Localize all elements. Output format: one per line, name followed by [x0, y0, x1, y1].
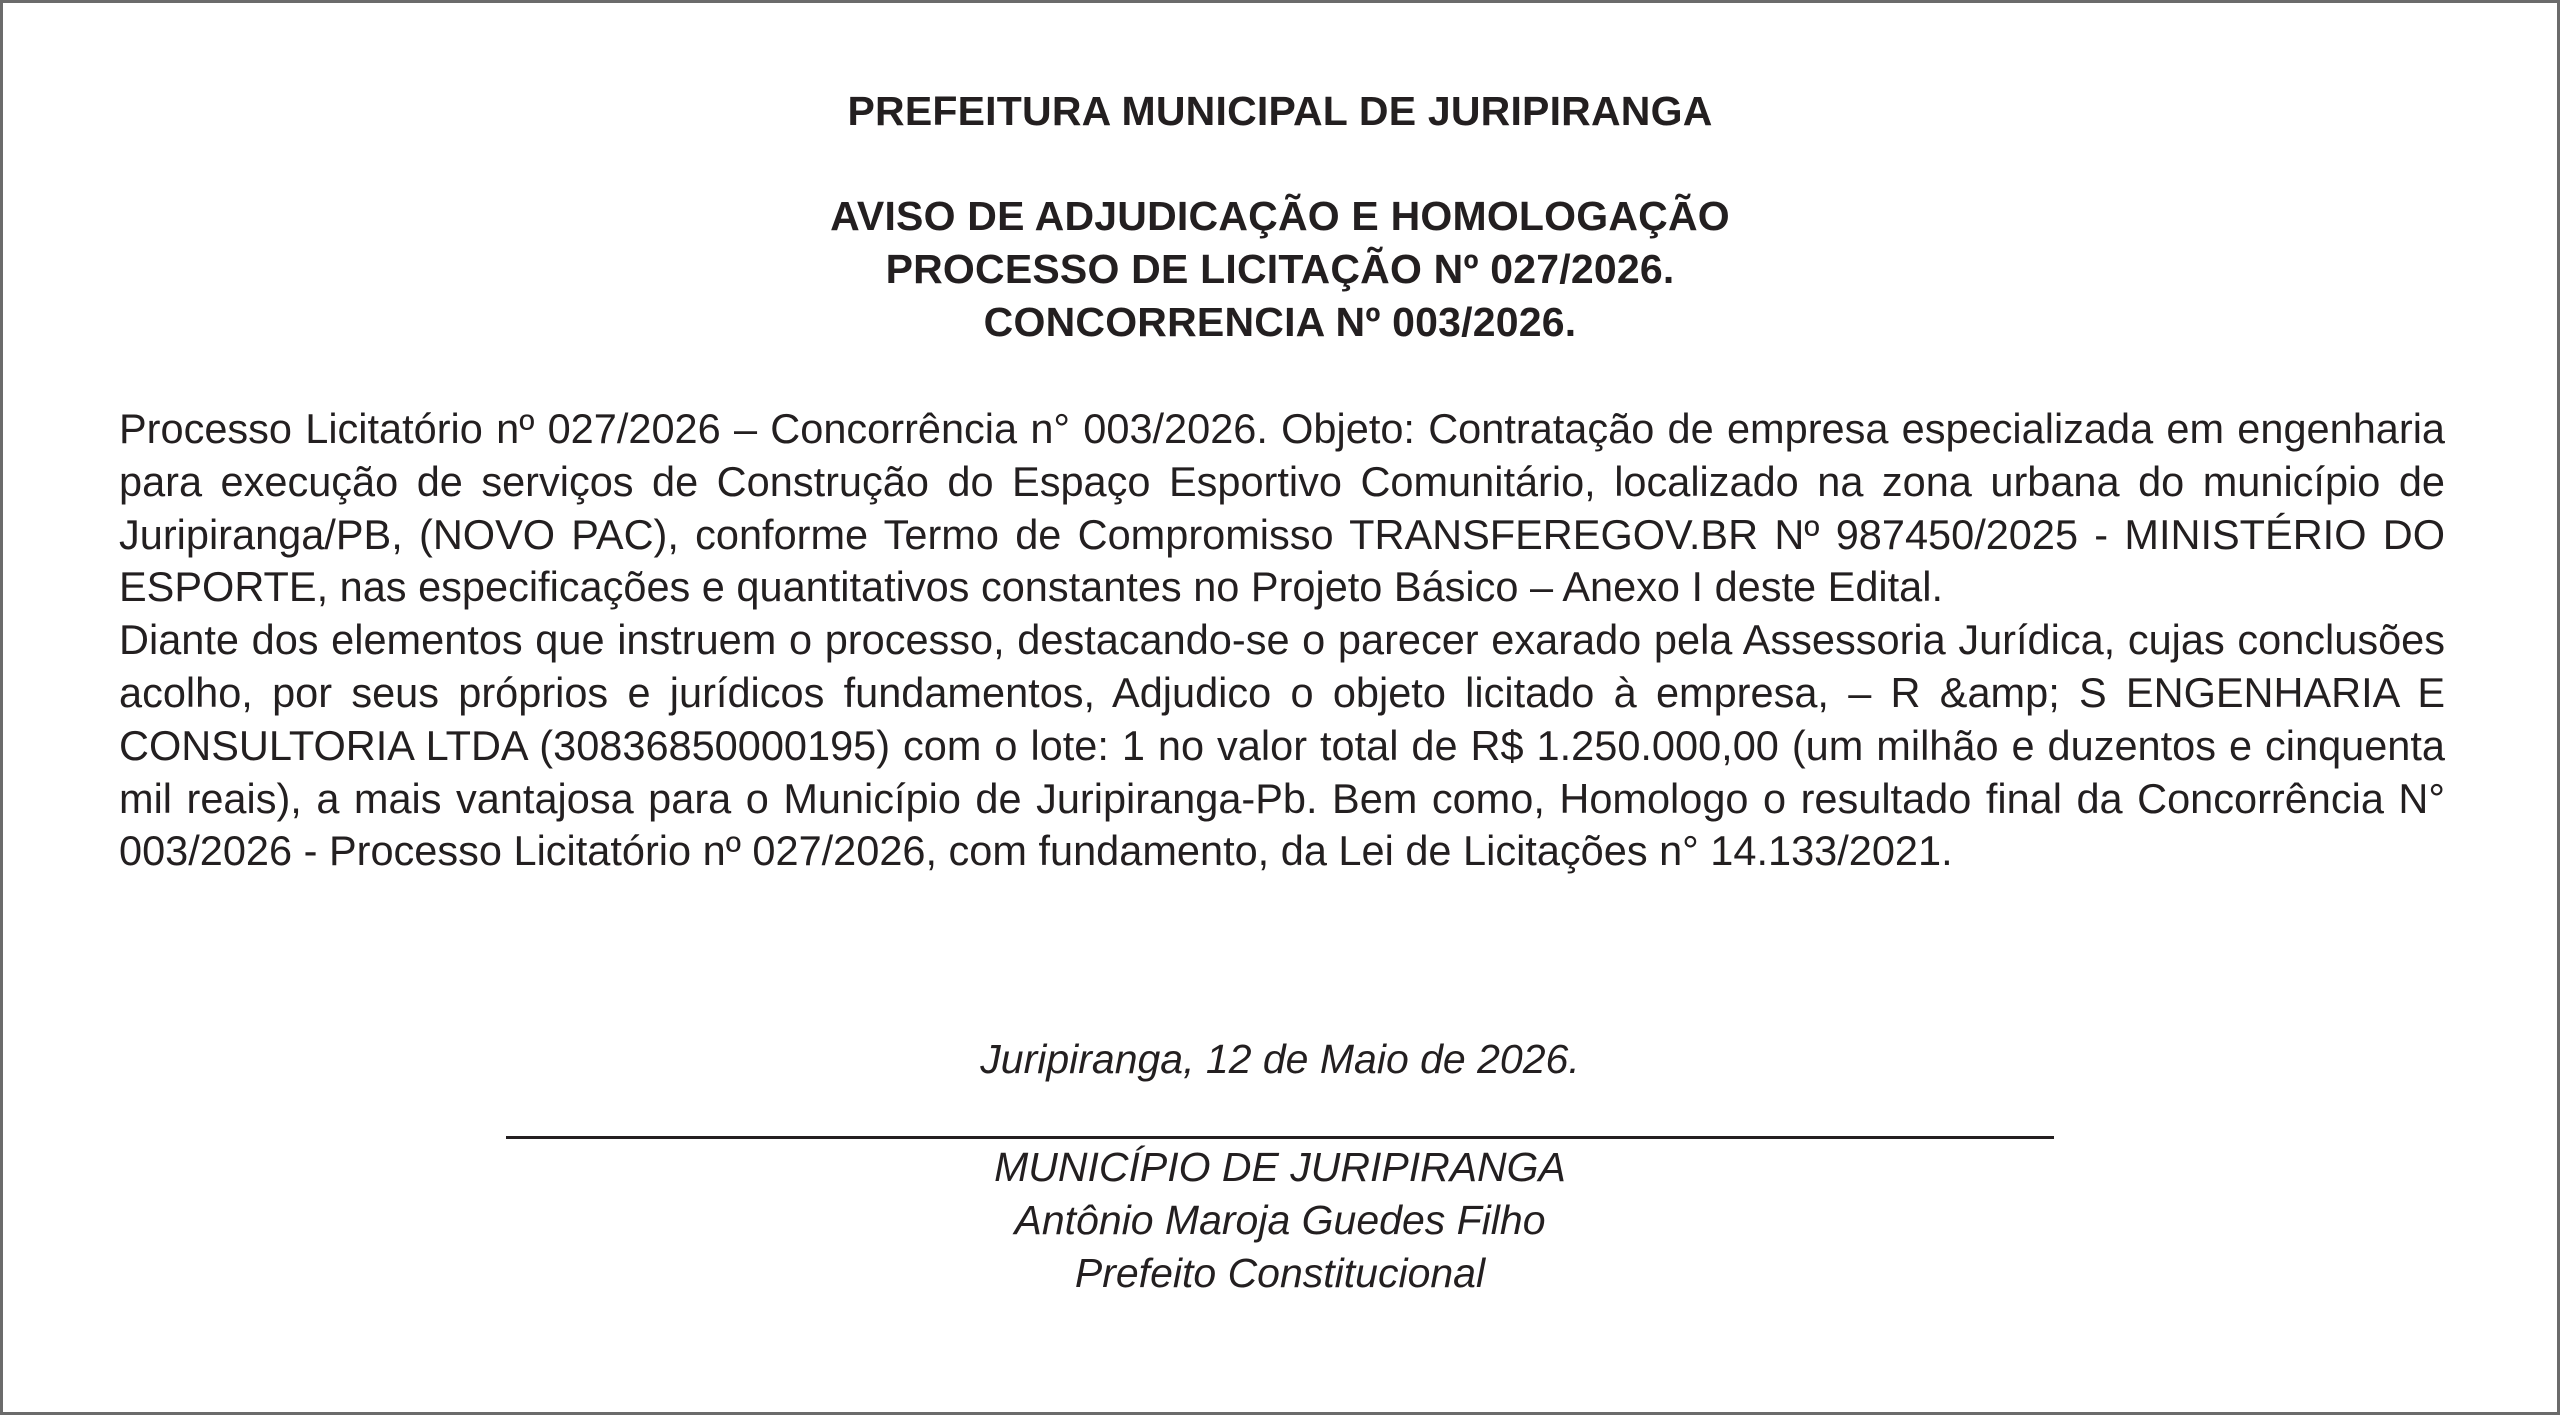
signature-block	[3, 1141, 2557, 1300]
organization-name: PREFEITURA MUNICIPAL DE JURIPIRANGA	[847, 88, 1713, 134]
adjudication-paragraph: Diante dos elementos que instruem o processo, destacando-se o parecer exarado pela Assessoria Jurídica, cujas conclusões acolho, por seus próprios e jurídicos fundamentos, Adjudico o objeto licitado à empresa, – R &amp; S ENGENHARIA E CONSULTORIA LTDA (30836850000195) com o lote: 1 no valor total de R$ 1.250.000,00 (um milhão e duzentos e cinquenta mil reais), a mais vantajosa para o Município de Juripiranga-Pb. Bem como, Homologo o resultado final da Concorrência N° 003/2026 - Processo Licitatório nº 027/2026, com fundamento, da Lei de Licitações n° 14.133/2021.	[119, 616, 2445, 875]
signature-line	[506, 1136, 2054, 1139]
competition-number: CONCORRENCIA Nº 003/2026.	[983, 299, 1577, 345]
notice-title: AVISO DE ADJUDICAÇÃO E HOMOLOGAÇÃO	[830, 193, 1730, 239]
notice-header	[3, 190, 2557, 349]
signature-role: Prefeito Constitucional	[1074, 1250, 1486, 1296]
signature-entity: MUNICÍPIO DE JURIPIRANGA	[994, 1144, 1566, 1190]
object-paragraph: Processo Licitatório nº 027/2026 – Concorrência n° 003/2026. Objeto: Contratação de empresa especializada em engenharia para execução de serviços de Construção do Espaço Esportivo Comunitário, localizado na zona urbana do município de Juripiranga/PB, (NOVO PAC), conforme Termo de Compromisso TRANSFEREGOV.BR Nº 987450/2025 - MINISTÉRIO DO ESPORTE, nas especificações e quantitativos constantes no Projeto Básico – Anexo I deste Edital.	[119, 405, 2445, 611]
notice-body	[119, 403, 2445, 878]
process-number: PROCESSO DE LICITAÇÃO Nº 027/2026.	[885, 246, 1675, 292]
organization-header	[3, 85, 2557, 138]
signature-name: Antônio Maroja Guedes Filho	[1014, 1197, 1546, 1243]
place-and-date: Juripiranga, 12 de Maio de 2026.	[980, 1036, 1580, 1082]
